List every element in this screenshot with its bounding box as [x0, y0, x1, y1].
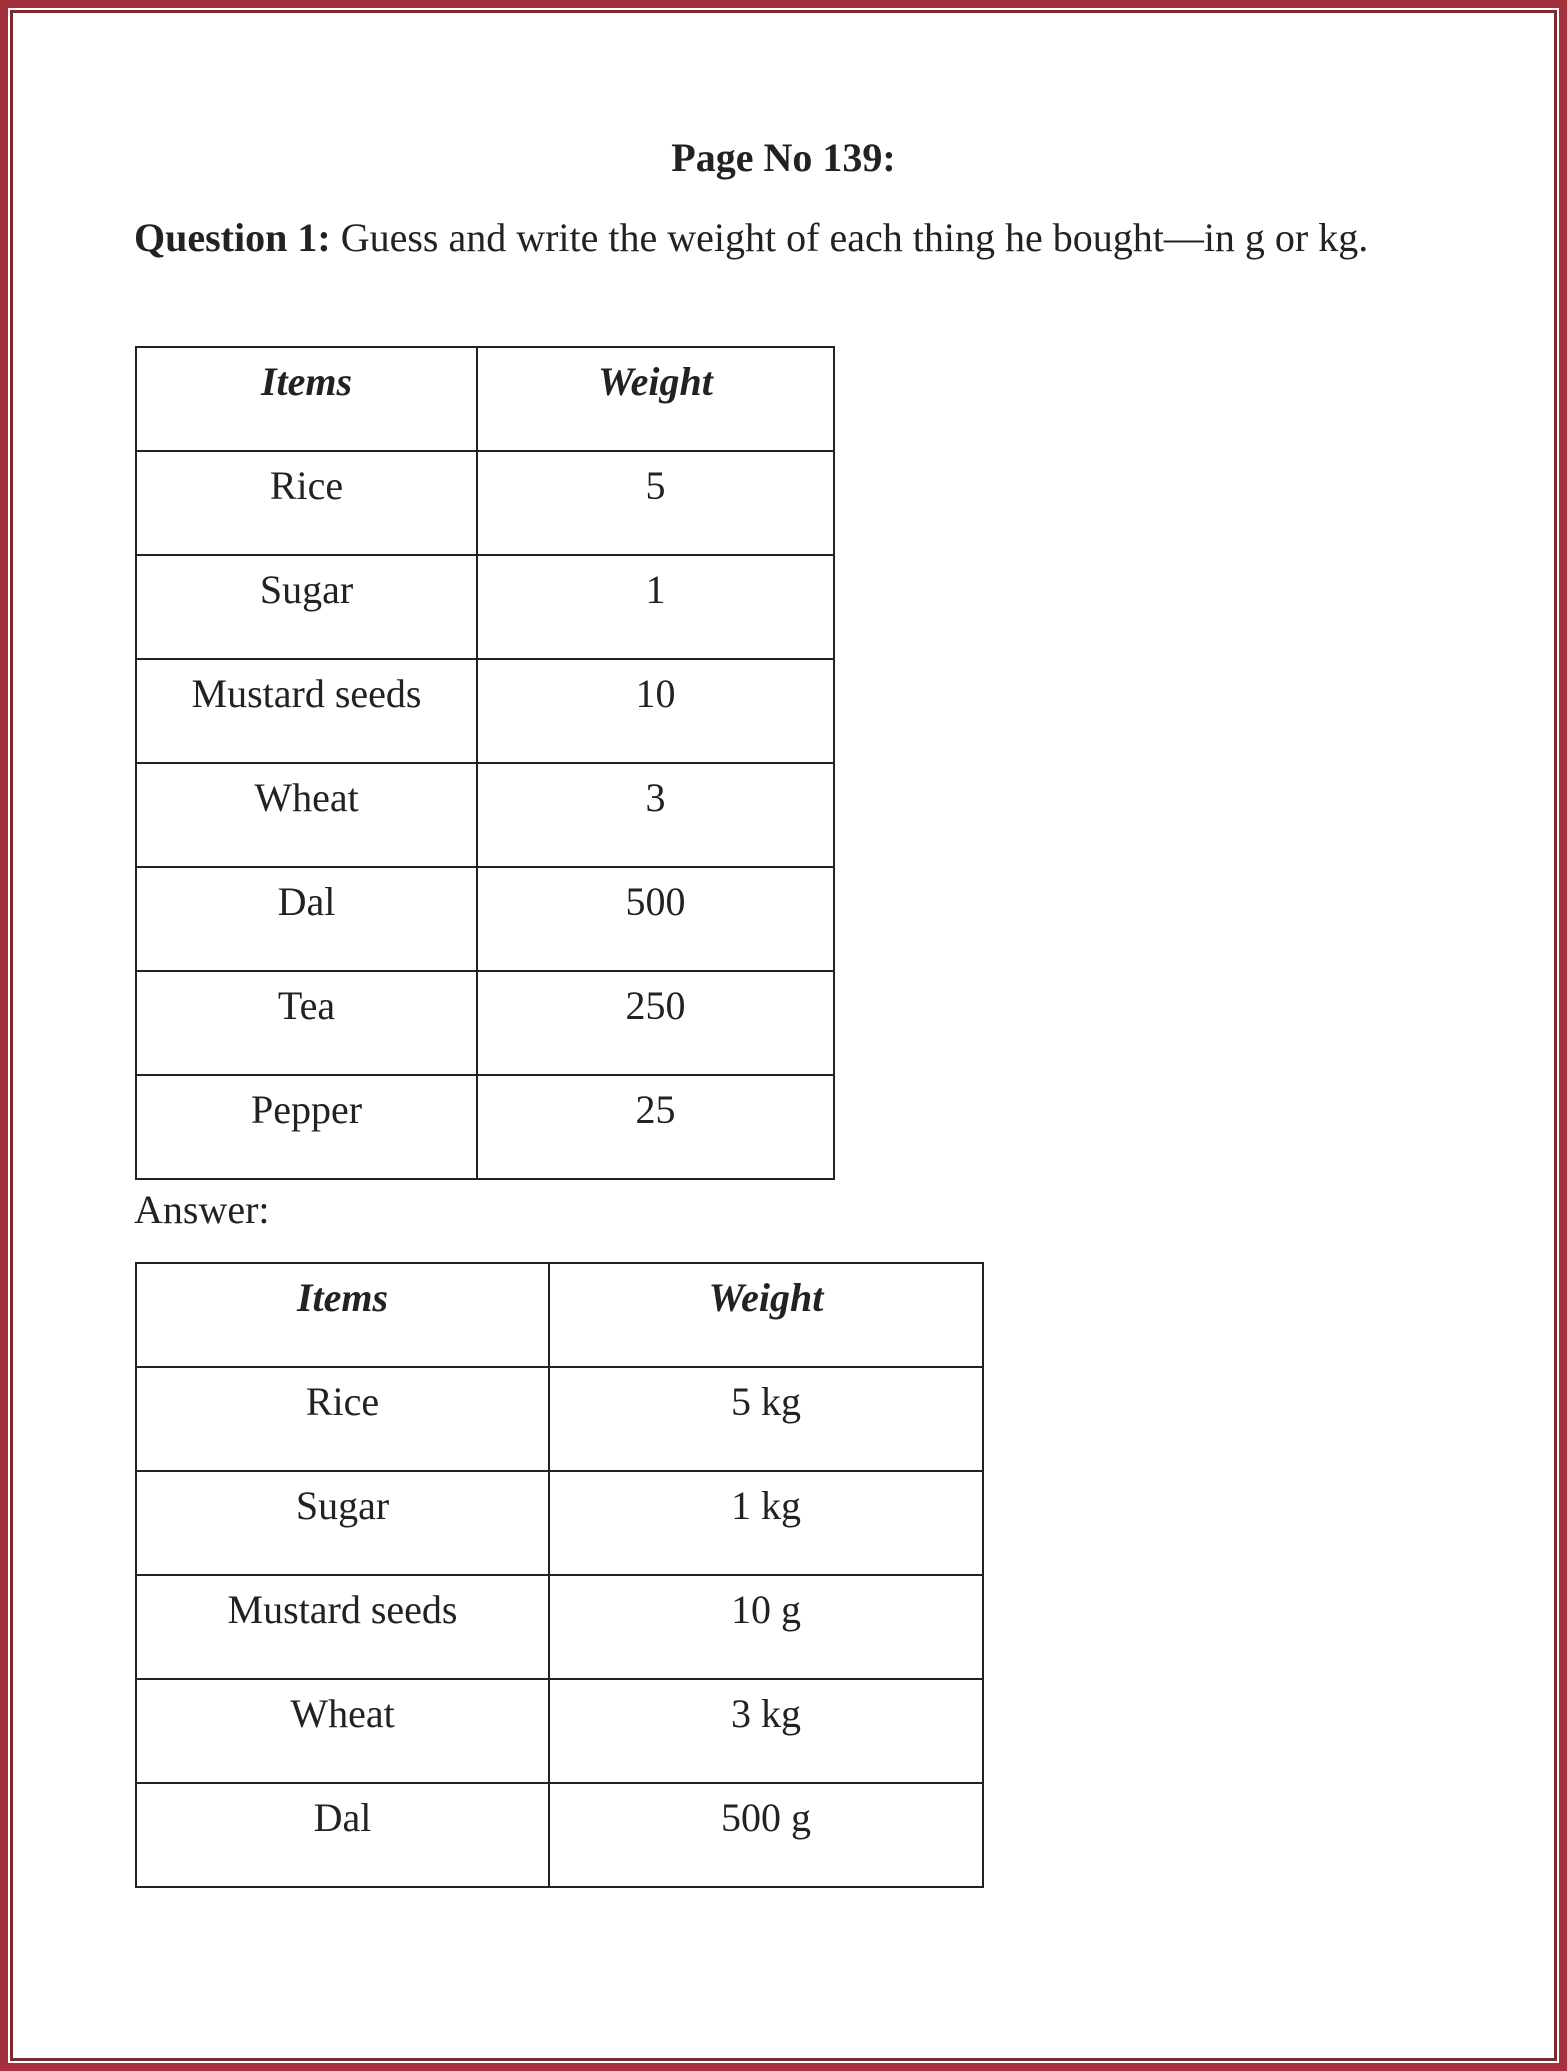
item-cell: Sugar: [136, 1471, 549, 1575]
question-1: [134, 210, 1454, 266]
table-row: [136, 1679, 983, 1783]
weight-cell: 10: [477, 659, 834, 763]
page-title: Page No 139:: [671, 135, 896, 180]
item-cell: Rice: [136, 1367, 549, 1471]
table-row: [136, 763, 834, 867]
weight-cell: 1: [477, 555, 834, 659]
item-cell: Mustard seeds: [136, 659, 477, 763]
question-text: Guess and write the weight of each thing he bought—in g or kg.: [330, 215, 1369, 260]
table-row: [136, 1367, 983, 1471]
weight-cell: 5: [477, 451, 834, 555]
table-header-row: [136, 1263, 983, 1367]
weight-cell: 500 g: [549, 1783, 983, 1887]
item-cell: Pepper: [136, 1075, 477, 1179]
item-cell: Mustard seeds: [136, 1575, 549, 1679]
answer-table: [135, 1262, 984, 1888]
table-row: [136, 1575, 983, 1679]
table-row: [136, 867, 834, 971]
item-cell: Wheat: [136, 1679, 549, 1783]
header-items: Items: [136, 347, 477, 451]
header-weight: Weight: [549, 1263, 983, 1367]
item-cell: Tea: [136, 971, 477, 1075]
question-table: [135, 346, 835, 1180]
weight-cell: 10 g: [549, 1575, 983, 1679]
header-weight: Weight: [477, 347, 834, 451]
weight-cell: 3: [477, 763, 834, 867]
weight-cell: 25: [477, 1075, 834, 1179]
item-cell: Dal: [136, 1783, 549, 1887]
item-cell: Rice: [136, 451, 477, 555]
table-row: [136, 1075, 834, 1179]
question-label: Question 1:: [134, 215, 331, 260]
header-items: Items: [136, 1263, 549, 1367]
table-row: [136, 971, 834, 1075]
item-cell: Sugar: [136, 555, 477, 659]
table-row: [136, 659, 834, 763]
table-row: [136, 451, 834, 555]
table-row: [136, 555, 834, 659]
weight-cell: 250: [477, 971, 834, 1075]
item-cell: Wheat: [136, 763, 477, 867]
table-row: [136, 1783, 983, 1887]
table-row: [136, 1471, 983, 1575]
weight-cell: 500: [477, 867, 834, 971]
weight-cell: 1 kg: [549, 1471, 983, 1575]
item-cell: Dal: [136, 867, 477, 971]
table-header-row: [136, 347, 834, 451]
weight-cell: 5 kg: [549, 1367, 983, 1471]
answer-label: Answer:: [134, 1187, 270, 1232]
weight-cell: 3 kg: [549, 1679, 983, 1783]
